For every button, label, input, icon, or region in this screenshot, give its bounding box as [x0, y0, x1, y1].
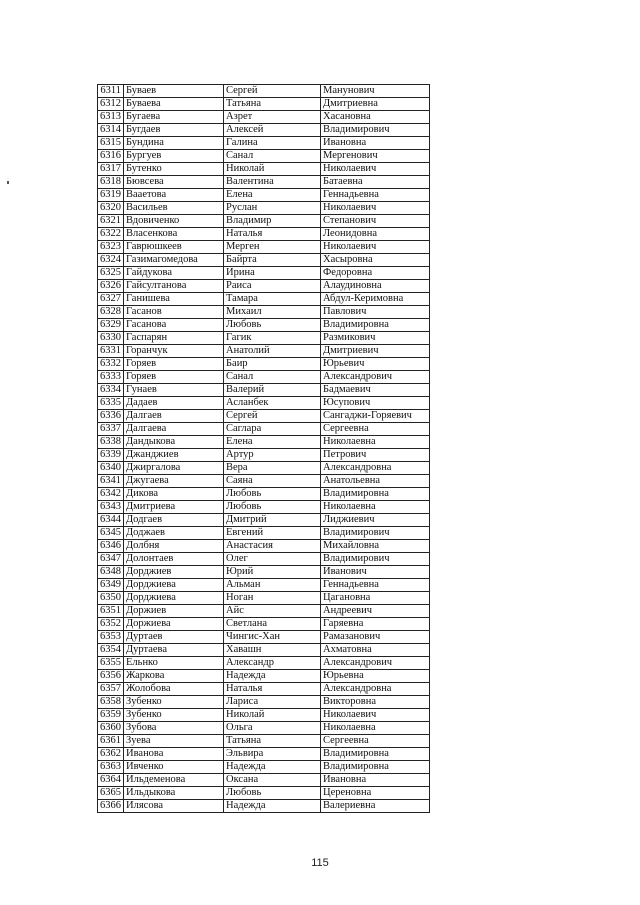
row-number: 6337	[98, 423, 124, 436]
patronymic-cell: Иванович	[321, 566, 430, 579]
surname-cell: Илясова	[124, 800, 224, 813]
surname-cell: Газимагомедова	[124, 254, 224, 267]
table-row	[98, 605, 430, 618]
patronymic-cell: Владимировна	[321, 761, 430, 774]
surname-cell: Дуртаева	[124, 644, 224, 657]
surname-cell: Доржиева	[124, 618, 224, 631]
first-name-cell: Анатолий	[224, 345, 321, 358]
first-name-cell: Лариса	[224, 696, 321, 709]
surname-cell: Бугаева	[124, 111, 224, 124]
first-name-cell: Саглара	[224, 423, 321, 436]
first-name-cell: Елена	[224, 436, 321, 449]
roster-body	[98, 85, 430, 813]
row-number: 6333	[98, 371, 124, 384]
surname-cell: Ганишева	[124, 293, 224, 306]
surname-cell: Джанджиев	[124, 449, 224, 462]
table-row	[98, 150, 430, 163]
patronymic-cell: Анатольевна	[321, 475, 430, 488]
row-number: 6319	[98, 189, 124, 202]
row-number: 6364	[98, 774, 124, 787]
first-name-cell: Евгений	[224, 527, 321, 540]
table-row	[98, 410, 430, 423]
surname-cell: Ильдеменова	[124, 774, 224, 787]
patronymic-cell: Дмитриевич	[321, 345, 430, 358]
table-row	[98, 254, 430, 267]
table-row	[98, 657, 430, 670]
row-number: 6316	[98, 150, 124, 163]
surname-cell: Далгаева	[124, 423, 224, 436]
patronymic-cell: Бадмаевич	[321, 384, 430, 397]
table-row	[98, 787, 430, 800]
patronymic-cell: Геннадьевна	[321, 579, 430, 592]
surname-cell: Зубенко	[124, 696, 224, 709]
table-row	[98, 800, 430, 813]
first-name-cell: Асланбек	[224, 397, 321, 410]
surname-cell: Гайсултанова	[124, 280, 224, 293]
surname-cell: Зуева	[124, 735, 224, 748]
table-row	[98, 553, 430, 566]
table-row	[98, 462, 430, 475]
table-row	[98, 423, 430, 436]
patronymic-cell: Манунович	[321, 85, 430, 98]
row-number: 6354	[98, 644, 124, 657]
table-row	[98, 319, 430, 332]
row-number: 6313	[98, 111, 124, 124]
table-row	[98, 735, 430, 748]
surname-cell: Ельнко	[124, 657, 224, 670]
row-number: 6359	[98, 709, 124, 722]
row-number: 6362	[98, 748, 124, 761]
table-row	[98, 345, 430, 358]
table-row	[98, 436, 430, 449]
first-name-cell: Надежда	[224, 761, 321, 774]
first-name-cell: Любовь	[224, 488, 321, 501]
row-number: 6315	[98, 137, 124, 150]
surname-cell: Дмитриева	[124, 501, 224, 514]
first-name-cell: Раиса	[224, 280, 321, 293]
table-row	[98, 592, 430, 605]
row-number: 6345	[98, 527, 124, 540]
first-name-cell: Татьяна	[224, 735, 321, 748]
first-name-cell: Гагик	[224, 332, 321, 345]
patronymic-cell: Хасыровна	[321, 254, 430, 267]
patronymic-cell: Юрьевна	[321, 670, 430, 683]
patronymic-cell: Александрович	[321, 657, 430, 670]
surname-cell: Ильдыкова	[124, 787, 224, 800]
surname-cell: Горанчук	[124, 345, 224, 358]
surname-cell: Бутенко	[124, 163, 224, 176]
surname-cell: Гаврюшкеев	[124, 241, 224, 254]
first-name-cell: Ноган	[224, 592, 321, 605]
surname-cell: Дорджиева	[124, 579, 224, 592]
row-number: 6334	[98, 384, 124, 397]
surname-cell: Ивченко	[124, 761, 224, 774]
first-name-cell: Оксана	[224, 774, 321, 787]
table-row	[98, 566, 430, 579]
patronymic-cell: Николаевна	[321, 436, 430, 449]
table-row	[98, 293, 430, 306]
patronymic-cell: Рамазанович	[321, 631, 430, 644]
surname-cell: Гунаев	[124, 384, 224, 397]
first-name-cell: Надежда	[224, 670, 321, 683]
surname-cell: Вдовиченко	[124, 215, 224, 228]
patronymic-cell: Владимирович	[321, 553, 430, 566]
row-number: 6347	[98, 553, 124, 566]
table-row	[98, 358, 430, 371]
surname-cell: Дикова	[124, 488, 224, 501]
first-name-cell: Николай	[224, 709, 321, 722]
patronymic-cell: Алаудиновна	[321, 280, 430, 293]
row-number: 6344	[98, 514, 124, 527]
first-name-cell: Валерий	[224, 384, 321, 397]
row-number: 6321	[98, 215, 124, 228]
table-row	[98, 280, 430, 293]
patronymic-cell: Сергеевна	[321, 423, 430, 436]
patronymic-cell: Ивановна	[321, 137, 430, 150]
patronymic-cell: Цереновна	[321, 787, 430, 800]
surname-cell: Дуртаев	[124, 631, 224, 644]
row-number: 6366	[98, 800, 124, 813]
row-number: 6346	[98, 540, 124, 553]
row-number: 6352	[98, 618, 124, 631]
table-row	[98, 241, 430, 254]
first-name-cell: Вера	[224, 462, 321, 475]
row-number: 6324	[98, 254, 124, 267]
table-row	[98, 709, 430, 722]
table-row	[98, 111, 430, 124]
table-row	[98, 540, 430, 553]
surname-cell: Джугаева	[124, 475, 224, 488]
patronymic-cell: Ивановна	[321, 774, 430, 787]
surname-cell: Гаспарян	[124, 332, 224, 345]
patronymic-cell: Леонидовна	[321, 228, 430, 241]
patronymic-cell: Сангаджи-Горяевич	[321, 410, 430, 423]
table-row	[98, 527, 430, 540]
first-name-cell: Чингис-Хан	[224, 631, 321, 644]
row-number: 6357	[98, 683, 124, 696]
surname-cell: Долонтаев	[124, 553, 224, 566]
table-row	[98, 514, 430, 527]
patronymic-cell: Лиджиевич	[321, 514, 430, 527]
first-name-cell: Руслан	[224, 202, 321, 215]
table-row	[98, 267, 430, 280]
patronymic-cell: Федоровна	[321, 267, 430, 280]
row-number: 6327	[98, 293, 124, 306]
table-row	[98, 189, 430, 202]
first-name-cell: Сергей	[224, 410, 321, 423]
first-name-cell: Александр	[224, 657, 321, 670]
first-name-cell: Сергей	[224, 85, 321, 98]
patronymic-cell: Николаевич	[321, 241, 430, 254]
table-row	[98, 85, 430, 98]
first-name-cell: Татьяна	[224, 98, 321, 111]
patronymic-cell: Ахматовна	[321, 644, 430, 657]
first-name-cell: Байрта	[224, 254, 321, 267]
patronymic-cell: Николаевна	[321, 501, 430, 514]
patronymic-cell: Павлович	[321, 306, 430, 319]
table-row	[98, 98, 430, 111]
table-row	[98, 332, 430, 345]
surname-cell: Доджаев	[124, 527, 224, 540]
patronymic-cell: Николаевич	[321, 163, 430, 176]
row-number: 6363	[98, 761, 124, 774]
surname-cell: Власенкова	[124, 228, 224, 241]
patronymic-cell: Владимировна	[321, 488, 430, 501]
patronymic-cell: Валериевна	[321, 800, 430, 813]
first-name-cell: Тамара	[224, 293, 321, 306]
row-number: 6318	[98, 176, 124, 189]
patronymic-cell: Владимирович	[321, 527, 430, 540]
surname-cell: Додгаев	[124, 514, 224, 527]
first-name-cell: Михаил	[224, 306, 321, 319]
patronymic-cell: Владимировна	[321, 319, 430, 332]
first-name-cell: Дмитрий	[224, 514, 321, 527]
surname-cell: Бювсева	[124, 176, 224, 189]
patronymic-cell: Цагановна	[321, 592, 430, 605]
patronymic-cell: Юсупович	[321, 397, 430, 410]
first-name-cell: Хавашн	[224, 644, 321, 657]
patronymic-cell: Александровна	[321, 462, 430, 475]
table-row	[98, 631, 430, 644]
row-number: 6342	[98, 488, 124, 501]
roster-table	[97, 84, 430, 813]
surname-cell: Вааетова	[124, 189, 224, 202]
first-name-cell: Алексей	[224, 124, 321, 137]
surname-cell: Иванова	[124, 748, 224, 761]
surname-cell: Гасанова	[124, 319, 224, 332]
first-name-cell: Светлана	[224, 618, 321, 631]
row-number: 6330	[98, 332, 124, 345]
row-number: 6323	[98, 241, 124, 254]
surname-cell: Доржиев	[124, 605, 224, 618]
first-name-cell: Саяна	[224, 475, 321, 488]
row-number: 6336	[98, 410, 124, 423]
surname-cell: Зубова	[124, 722, 224, 735]
row-number: 6325	[98, 267, 124, 280]
row-number: 6348	[98, 566, 124, 579]
row-number: 6328	[98, 306, 124, 319]
table-row	[98, 397, 430, 410]
patronymic-cell: Степанович	[321, 215, 430, 228]
row-number: 6338	[98, 436, 124, 449]
patronymic-cell: Абдул-Керимовна	[321, 293, 430, 306]
patronymic-cell: Александровна	[321, 683, 430, 696]
row-number: 6351	[98, 605, 124, 618]
surname-cell: Васильев	[124, 202, 224, 215]
patronymic-cell: Мергенович	[321, 150, 430, 163]
table-row	[98, 228, 430, 241]
surname-cell: Буваева	[124, 98, 224, 111]
patronymic-cell: Александрович	[321, 371, 430, 384]
patronymic-cell: Размикович	[321, 332, 430, 345]
table-row	[98, 748, 430, 761]
table-row	[98, 449, 430, 462]
patronymic-cell: Николаевна	[321, 722, 430, 735]
first-name-cell: Анастасия	[224, 540, 321, 553]
first-name-cell: Альман	[224, 579, 321, 592]
first-name-cell: Любовь	[224, 787, 321, 800]
patronymic-cell: Михайловна	[321, 540, 430, 553]
patronymic-cell: Викторовна	[321, 696, 430, 709]
table-row	[98, 670, 430, 683]
surname-cell: Бургуев	[124, 150, 224, 163]
first-name-cell: Эльвира	[224, 748, 321, 761]
table-row	[98, 306, 430, 319]
surname-cell: Далгаев	[124, 410, 224, 423]
surname-cell: Горяев	[124, 371, 224, 384]
patronymic-cell: Николаевич	[321, 202, 430, 215]
first-name-cell: Санал	[224, 371, 321, 384]
patronymic-cell: Дмитриевна	[321, 98, 430, 111]
patronymic-cell: Батаевна	[321, 176, 430, 189]
row-number: 6349	[98, 579, 124, 592]
first-name-cell: Владимир	[224, 215, 321, 228]
table-row	[98, 475, 430, 488]
first-name-cell: Азрет	[224, 111, 321, 124]
first-name-cell: Санал	[224, 150, 321, 163]
row-number: 6353	[98, 631, 124, 644]
table-row	[98, 774, 430, 787]
first-name-cell: Наталья	[224, 228, 321, 241]
patronymic-cell: Гаряевна	[321, 618, 430, 631]
surname-cell: Долбня	[124, 540, 224, 553]
first-name-cell: Юрий	[224, 566, 321, 579]
table-row	[98, 371, 430, 384]
row-number: 6358	[98, 696, 124, 709]
table-row	[98, 137, 430, 150]
first-name-cell: Наталья	[224, 683, 321, 696]
table-row	[98, 124, 430, 137]
row-number: 6356	[98, 670, 124, 683]
first-name-cell: Галина	[224, 137, 321, 150]
patronymic-cell: Николаевич	[321, 709, 430, 722]
row-number: 6329	[98, 319, 124, 332]
table-row	[98, 696, 430, 709]
table-row	[98, 202, 430, 215]
row-number: 6332	[98, 358, 124, 371]
row-number: 6341	[98, 475, 124, 488]
surname-cell: Горяев	[124, 358, 224, 371]
table-row	[98, 683, 430, 696]
page-number: 115	[311, 857, 329, 869]
surname-cell: Жолобова	[124, 683, 224, 696]
patronymic-cell: Андреевич	[321, 605, 430, 618]
surname-cell: Гасанов	[124, 306, 224, 319]
table-row	[98, 488, 430, 501]
row-number: 6320	[98, 202, 124, 215]
table-row	[98, 722, 430, 735]
first-name-cell: Любовь	[224, 501, 321, 514]
first-name-cell: Ирина	[224, 267, 321, 280]
patronymic-cell: Владимирович	[321, 124, 430, 137]
table-row	[98, 215, 430, 228]
row-number: 6312	[98, 98, 124, 111]
first-name-cell: Баир	[224, 358, 321, 371]
row-number: 6355	[98, 657, 124, 670]
surname-cell: Джиргалова	[124, 462, 224, 475]
row-number: 6317	[98, 163, 124, 176]
row-number: 6365	[98, 787, 124, 800]
first-name-cell: Николай	[224, 163, 321, 176]
surname-cell: Дандыкова	[124, 436, 224, 449]
surname-cell: Дадаев	[124, 397, 224, 410]
surname-cell: Буваев	[124, 85, 224, 98]
table-row	[98, 163, 430, 176]
table-row	[98, 176, 430, 189]
table-row	[98, 644, 430, 657]
patronymic-cell: Хасановна	[321, 111, 430, 124]
surname-cell: Бундина	[124, 137, 224, 150]
table-row	[98, 618, 430, 631]
patronymic-cell: Петрович	[321, 449, 430, 462]
surname-cell: Дорджиев	[124, 566, 224, 579]
surname-cell: Зубенко	[124, 709, 224, 722]
surname-cell: Бугдаев	[124, 124, 224, 137]
row-number: 6314	[98, 124, 124, 137]
row-number: 6350	[98, 592, 124, 605]
first-name-cell: Мерген	[224, 241, 321, 254]
table-row	[98, 384, 430, 397]
surname-cell: Жаркова	[124, 670, 224, 683]
row-number: 6335	[98, 397, 124, 410]
patronymic-cell: Юрьевич	[321, 358, 430, 371]
patronymic-cell: Сергеевна	[321, 735, 430, 748]
row-number: 6311	[98, 85, 124, 98]
table-row	[98, 579, 430, 592]
row-number: 6361	[98, 735, 124, 748]
patronymic-cell: Владимировна	[321, 748, 430, 761]
surname-cell: Гайдукова	[124, 267, 224, 280]
first-name-cell: Ольга	[224, 722, 321, 735]
first-name-cell: Елена	[224, 189, 321, 202]
first-name-cell: Артур	[224, 449, 321, 462]
row-number: 6360	[98, 722, 124, 735]
row-number: 6331	[98, 345, 124, 358]
row-number: 6340	[98, 462, 124, 475]
patronymic-cell: Геннадьевна	[321, 189, 430, 202]
row-number: 6322	[98, 228, 124, 241]
first-name-cell: Олег	[224, 553, 321, 566]
table-row	[98, 761, 430, 774]
first-name-cell: Любовь	[224, 319, 321, 332]
table-row	[98, 501, 430, 514]
surname-cell: Дорджиева	[124, 592, 224, 605]
row-number: 6339	[98, 449, 124, 462]
row-number: 6326	[98, 280, 124, 293]
first-name-cell: Айс	[224, 605, 321, 618]
first-name-cell: Валентина	[224, 176, 321, 189]
first-name-cell: Надежда	[224, 800, 321, 813]
row-number: 6343	[98, 501, 124, 514]
margin-mark	[7, 181, 9, 184]
